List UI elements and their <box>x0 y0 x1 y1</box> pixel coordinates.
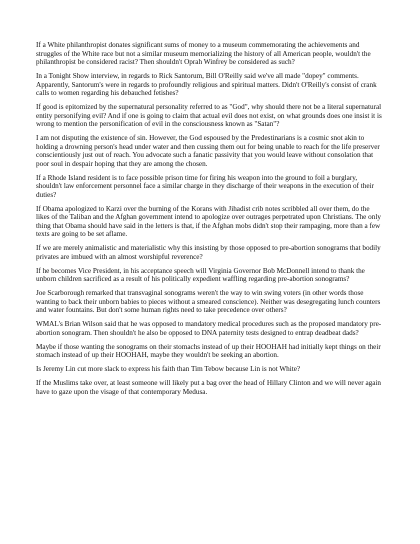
paragraph-personification-of-evil: If good is epitomized by the supernatural personality referred to as "God", why should there not be a literal supernatural entity personifying evil? And if one is going to claim that actual evil does not exist, on what grounds does one insist it is wrong to mention the personification of evil in the consciousness known as "Satan"? <box>36 103 382 129</box>
paragraph-pre-abortion-sonograms: If we are merely animalistic and materialistic why this insisting by those opposed to pre-abortion sonograms that bodily privates are imbued with an almost worshipful reverence? <box>36 244 381 261</box>
paragraph-medusa: If the Muslims take over, at least someone will likely put a bag over the head of Hillary Clinton and we will never again have to gaze upon the visage of that contemporary Medusa. <box>36 379 382 396</box>
document-page <box>36 41 382 402</box>
paragraph-santorum-oreilly: In a Tonight Show interview, in regards to Rick Santorum, Bill O'Reilly said we've all made "dopey" comments. Apparently, Santorum's were in regards to profoundly religious and spiritual matters. Didn't O'Reilly's consist of crank calls to women regarding his debauched fetishes? <box>36 72 377 98</box>
paragraph-white-philanthropist: If a White philanthropist donates significant sums of money to a museum commemorating the achievements and struggles of the White race but not a similar museum memorializing the history of all American people, wouldn't the philanthropist be considered racist? Then shouldn't Oprah Winfrey be considered as such? <box>36 41 371 67</box>
paragraph-wmal-brian-wilson: WMAL's Brian Wilson said that he was opposed to mandatory medical procedures such as the proposed mandatory pre-abortion sonogram. Then shouldn't he also be opposed to DNA paternity tests designed to entrap deadbeat dads? <box>36 320 382 337</box>
paragraph-jeremy-lin: Is Jeremy Lin cut more slack to express his faith than Tim Tebow because Lin is not White? <box>36 365 301 374</box>
paragraph-obama-karzi: If Obama apologized to Karzi over the burning of the Korans with Jihadist crib notes scribbled all over them, do the likes of the Taliban and the Afghan government intend to apologize over outrages perpetrated upon Christians. The only thing that Obama should have said in the letters is that, if the Afghan mobs didn't stop their rampaging, more than a few texts are going to be set aflame. <box>36 204 381 239</box>
paragraph-hoohah: Maybe if those wanting the sonograms on their stomachs instead of up their HOOHAH had initially kept things on their stomach instead of up their HOOHAH, maybe they wouldn't be seeking an abortion. <box>36 342 381 360</box>
paragraph-scarborough: Joe Scarborough remarked that transvaginal sonograms weren't the way to win swing voters (in other words those wanting to back their unborn babies to pieces without a smeared conscience). Neither was desegregating lunch counters and water fountains. But don't some human rights need to take precedence over others? <box>36 289 381 315</box>
paragraph-mcdonnell: If he becomes Vice President, in his acceptance speech will Virginia Governor Bob McDonnell intend to thank the unborn children sacrificed as a result of his politically expedient waffling regarding pre-abortion sonograms? <box>36 266 365 284</box>
paragraph-predestinarians: I am not disputing the existence of sin. However, the God espoused by the Predestinarians is a cosmic snot akin to holding a drowning person's head under water and then cussing them out for being unable to reach for the life preserver conscientiously just out of reach. You advocate such a fanatic passivity that you would leave without consolation that poor soul in despair hoping that they are among the chosen. <box>36 134 380 168</box>
paragraph-rhode-island: If a Rhode Island resident is to face possible prison time for firing his weapon into the ground to foil a burglary, shouldn't law enforcement personnel face a similar charge in they discharge of their weapons in the execution of their duties? <box>36 173 374 199</box>
